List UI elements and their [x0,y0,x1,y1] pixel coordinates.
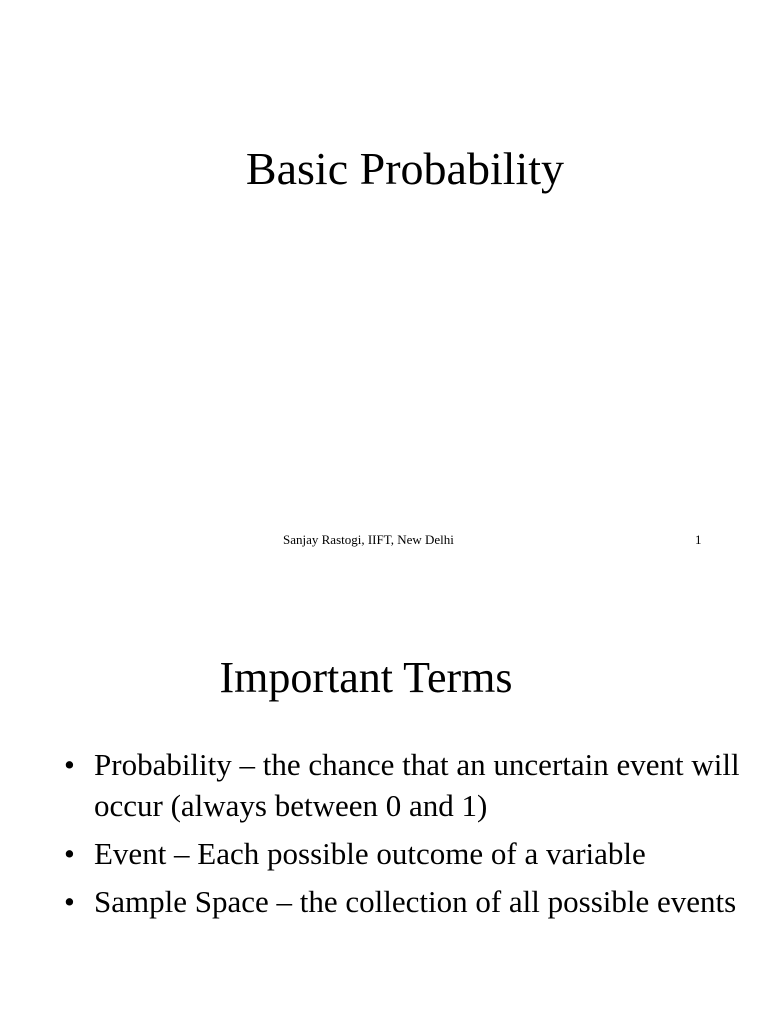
bullet-icon: • [64,836,75,871]
bullet-item [64,881,754,922]
bullet-text: Event – Each possible outcome of a variable [94,836,646,871]
bullet-item [64,833,754,874]
slide-title: Important Terms [219,653,513,702]
bullet-list [64,744,754,929]
slide-footer: Sanjay Rastogi, IIFT, New Delhi [283,532,454,547]
bullet-icon: • [64,747,75,782]
bullet-icon: • [64,884,75,919]
slide-title: Basic Probability [245,143,565,194]
bullet-item [64,744,754,826]
bullet-text: Probability – the chance that an uncertain event will occur (always between 0 and 1) [94,747,740,823]
slide-2 [0,576,768,1024]
bullet-text: Sample Space – the collection of all possible events [94,884,737,919]
page-number: 1 [695,532,702,547]
